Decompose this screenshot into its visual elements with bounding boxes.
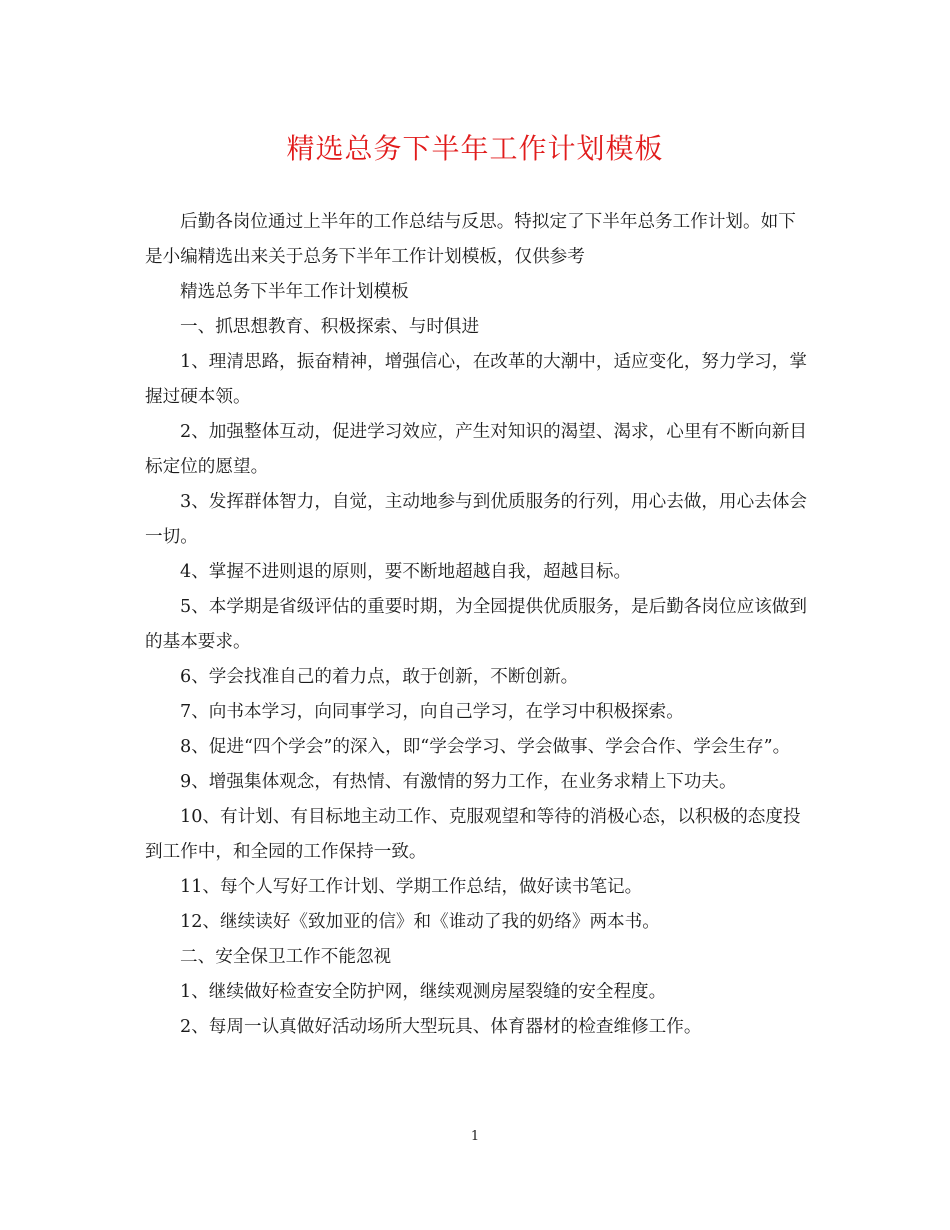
list-item: 1、继续做好检查安全防护网，继续观测房屋裂缝的安全程度。 bbox=[180, 982, 667, 1002]
list-item: 1、理清思路，振奋精神，增强信心，在改革的大潮中，适应变化，努力学习，掌握过硬本领。 bbox=[145, 352, 807, 407]
intro-paragraph: 后勤各岗位通过上半年的工作总结与反思。特拟定了下半年总务工作计划。如下是小编精选出来关于总务下半年工作计划模板，仅供参考 bbox=[145, 212, 796, 267]
list-item: 2、每周一认真做好活动场所大型玩具、体育器材的检查维修工作。 bbox=[180, 1017, 702, 1037]
list-item: 2、加强整体互动，促进学习效应，产生对知识的渴望、渴求，心里有不断向新目标定位的愿望。 bbox=[145, 422, 807, 477]
page-number: 1 bbox=[470, 1129, 480, 1144]
list-item: 8、促进“四个学会”的深入，即“学会学习、学会做事、学会合作、学会生存”。 bbox=[180, 737, 791, 757]
list-item: 9、增强集体观念，有热情、有激情的努力工作，在业务求精上下功夫。 bbox=[180, 772, 737, 792]
list-item: 3、发挥群体智力，自觉，主动地参与到优质服务的行列，用心去做，用心去体会一切。 bbox=[145, 492, 807, 547]
list-item: 4、掌握不进则退的原则，要不断地超越自我，超越目标。 bbox=[180, 562, 632, 582]
document-title: 精选总务下半年工作计划模板 bbox=[286, 132, 664, 165]
section-heading-2: 二、安全保卫工作不能忽视 bbox=[180, 947, 392, 967]
list-item: 12、继续读好《致加亚的信》和《谁动了我的奶络》两本书。 bbox=[180, 912, 660, 932]
subtitle-paragraph: 精选总务下半年工作计划模板 bbox=[180, 282, 409, 302]
list-item: 11、每个人写好工作计划、学期工作总结，做好读书笔记。 bbox=[180, 877, 643, 897]
document-body bbox=[145, 205, 810, 1045]
list-item: 6、学会找准自己的着力点，敢于创新，不断创新。 bbox=[180, 667, 579, 687]
list-item: 7、向书本学习，向同事学习，向自己学习，在学习中积极探索。 bbox=[180, 702, 684, 722]
list-item: 10、有计划、有目标地主动工作、克服观望和等待的消极心态，以积极的态度投到工作中，和全园的工作保持一致。 bbox=[145, 807, 801, 862]
section-heading-1: 一、抓思想教育、积极探索、与时俱进 bbox=[180, 317, 480, 337]
list-item: 5、本学期是省级评估的重要时期，为全园提供优质服务，是后勤各岗位应该做到的基本要求。 bbox=[145, 597, 807, 652]
